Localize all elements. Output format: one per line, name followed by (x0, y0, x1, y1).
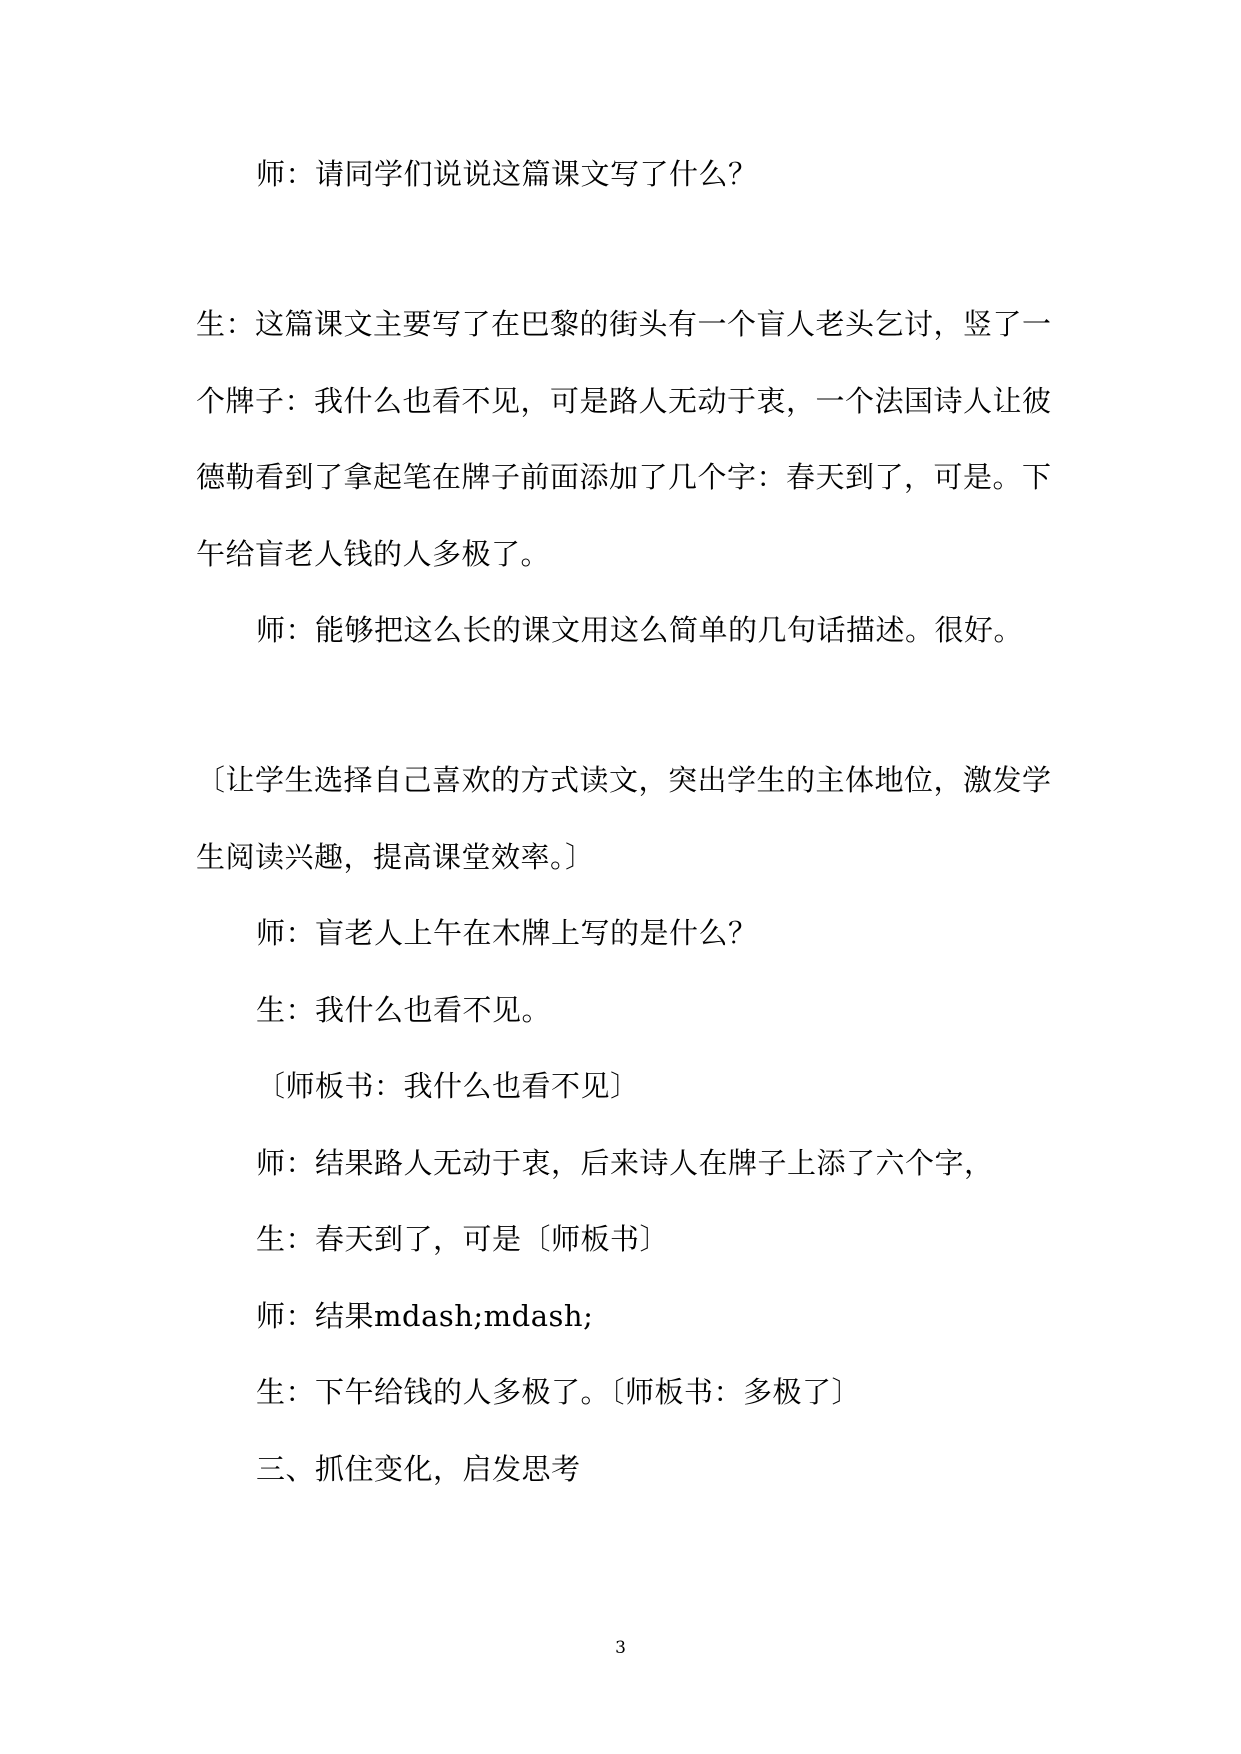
paragraph-line: 师：请同学们说说这篇课文写了什么？ (256, 157, 758, 191)
paragraph-line: 〔让学生选择自己喜欢的方式读文，突出学生的主体地位，激发学 (196, 763, 1052, 797)
section-heading: 三、抓住变化，启发思考 (256, 1452, 581, 1486)
paragraph-line: 个牌子：我什么也看不见，可是路人无动于衷，一个法国诗人让彼 (196, 384, 1052, 418)
paragraph-line: 生阅读兴趣，提高课堂效率。〕 (196, 840, 595, 874)
paragraph-line: 师：结果mdash;mdash; (256, 1299, 594, 1333)
paragraph-line: 生：这篇课文主要写了在巴黎的街头有一个盲人老头乞讨，竖了一 (196, 307, 1052, 341)
paragraph-line: 师：盲老人上午在木牌上写的是什么？ (256, 916, 758, 950)
paragraph-line: 午给盲老人钱的人多极了。 (196, 537, 551, 571)
paragraph-line: 〔师板书：我什么也看不见〕 (256, 1069, 640, 1103)
paragraph-line: 德勒看到了拿起笔在牌子前面添加了几个字：春天到了，可是。下 (196, 460, 1052, 494)
paragraph-line: 生：春天到了，可是〔师板书〕 (256, 1222, 670, 1256)
paragraph-line: 师：能够把这么长的课文用这么简单的几句话描述。很好。 (256, 613, 1024, 647)
paragraph-line: 师：结果路人无动于衷，后来诗人在牌子上添了六个字， (256, 1146, 994, 1180)
paragraph-line: 生：下午给钱的人多极了。〔师板书：多极了〕 (256, 1375, 862, 1409)
paragraph-line: 生：我什么也看不见。 (256, 993, 552, 1027)
page-number: 3 (615, 1638, 626, 1658)
